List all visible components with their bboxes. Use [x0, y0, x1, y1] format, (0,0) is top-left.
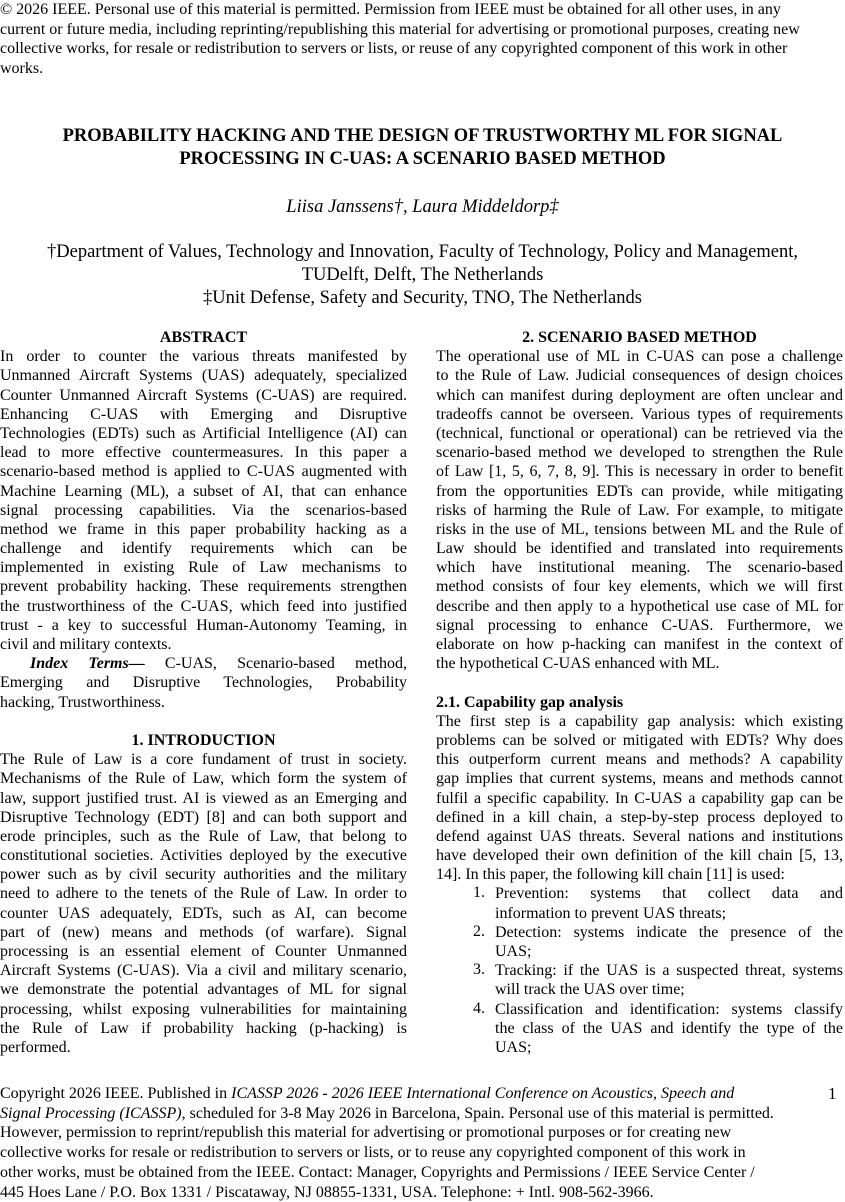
text-line: UAS;: [495, 1038, 532, 1056]
index-terms-text: Emerging and Disruptive Technologies, Probability: [0, 674, 407, 692]
text-line: information to prevent UAS threats;: [495, 904, 727, 922]
text-line: gap implies that current systems, means and methods cannot: [436, 770, 843, 788]
text-line: which can manifest during deployment are often unclear and: [436, 386, 843, 404]
footer-line: [0, 1104, 800, 1124]
text-line: scenario-based method we developed to strengthen the Rule: [436, 444, 843, 462]
subsection-heading: 2.1. Capability gap analysis: [436, 693, 624, 711]
section-heading: 2. SCENARIO BASED METHOD: [522, 329, 757, 346]
section-heading: ABSTRACT: [159, 329, 248, 346]
footer-text: , scheduled for 3-8 May 2026 in Barcelona, Spain. Personal use of this material is permitted.: [181, 1104, 774, 1122]
text-line: challenge and identify requirements which can be: [0, 540, 407, 558]
index-terms-text: hacking, Trustworthiness.: [0, 693, 165, 711]
text-line: which have institutional meaning. The scenario-based: [436, 559, 843, 577]
text-line: describe and then apply to a hypothetical use case of ML for: [436, 597, 843, 615]
text-line: signal processing to enhance C-UAS. Furthermore, we: [436, 616, 843, 634]
text-line: risks of harming the Rule of Law. For example, to mitigate: [436, 501, 843, 519]
text-line: method consists of four key elements, which we will first: [436, 578, 843, 596]
paragraph: [436, 712, 843, 885]
text-line: signal processing capabilities. Via the scenarios-based: [0, 501, 407, 519]
footer-line: [0, 1143, 800, 1163]
list-item-text: [495, 961, 843, 999]
text-line: Counter Unmanned Aircraft Systems (C-UAS) are required.: [0, 386, 407, 404]
section-heading: 1. INTRODUCTION: [131, 731, 276, 749]
spacer: [436, 673, 843, 692]
list-number-text: 4.: [473, 999, 485, 1017]
affiliation-line: ‡Unit Defense, Safety and Security, TNO, The Netherlands: [203, 288, 642, 308]
list-item-text: [495, 884, 843, 922]
text-line: trust - a key to successful Human-Autonomy Teaming, in: [0, 616, 407, 634]
text-line: lead to more effective countermeasures. In this paper a: [0, 444, 407, 462]
text-line: this outperform current means and methods? A capability: [436, 751, 843, 769]
kill-chain-list: [436, 884, 843, 1057]
footer-copyright: [0, 1084, 800, 1202]
conference-name: ICASSP 2026 - 2026 IEEE International Conference on Acoustics, Speech and: [231, 1085, 735, 1102]
list-number: [436, 961, 495, 999]
text-line: need to adhere to the tenets of the Rule of Law. In order to: [0, 885, 407, 903]
text-line: the trustworthiness of the C-UAS, which feed into justified: [0, 597, 407, 615]
text-line: will track the UAS over time;: [495, 981, 685, 999]
text-line: part of (new) means and methods (of warfare). Signal: [0, 923, 407, 941]
list-number-text: 3.: [473, 961, 485, 979]
text-line: (technical, functional or operational) can be retrieved via the: [436, 424, 843, 442]
paragraph: [0, 750, 407, 1057]
notice-line: works.: [0, 59, 44, 77]
text-line: to the Rule of Law. Judicial consequences of design choices: [436, 367, 843, 385]
list-item: [436, 961, 843, 999]
authors: Liisa Janssens†, Laura Middeldorp‡: [286, 197, 559, 217]
footer-line: [0, 1183, 800, 1202]
text-line: 14]. In this paper, the following kill chain [11] is used:: [436, 866, 785, 884]
text-line: Enhancing C-UAS with Emerging and Disruptive: [0, 405, 407, 423]
text-line: The Rule of Law is a core fundament of trust in society.: [0, 751, 407, 769]
footer-line: [0, 1084, 800, 1104]
list-number: [436, 884, 495, 922]
text-line: fulfil a specific capability. In C-UAS a capability gap can be: [436, 789, 843, 807]
text-line: civil and military contexts.: [0, 636, 172, 653]
paragraph: [0, 347, 407, 654]
text-line: power such as by civil security authorities and the military: [0, 866, 407, 884]
paragraph: [436, 347, 843, 673]
conference-name: Signal Processing (ICASSP): [0, 1104, 182, 1122]
paper-title: [0, 125, 845, 171]
list-item: [436, 884, 843, 922]
text-line: law, support justified trust. AI is viewed as an Emerging and: [0, 789, 407, 807]
text-line: In order to counter the various threats manifested by: [0, 348, 407, 366]
text-line: the class of the UAS and identify the type of the: [495, 1019, 843, 1037]
text-line: performed.: [0, 1038, 71, 1056]
text-line: Law should be identified and translated into requirements: [436, 540, 843, 558]
text-line: The first step is a capability gap analysis: which existing: [436, 712, 843, 730]
footer-line: [0, 1123, 800, 1143]
text-line: Classification and identification: systems classify: [495, 1000, 843, 1018]
index-terms-label: Index Terms—: [30, 655, 145, 673]
text-line: Aircraft Systems (C-UAS). Via a civil and military scenario,: [0, 962, 407, 980]
footer-text: Copyright 2026 IEEE. Published in: [0, 1085, 232, 1102]
footer-text: collective works for resale or redistribution to servers or lists, or to reuse any copyrighted component of this work in: [0, 1144, 746, 1162]
text-line: processing is an essential element of Counter Unmanned: [0, 943, 407, 960]
list-number-text: 2.: [473, 922, 485, 940]
affiliation-line: †Department of Values, Technology and Innovation, Faculty of Technology, Policy and Management,: [47, 242, 798, 262]
list-number-text: 1.: [473, 884, 485, 902]
footer-text: 445 Hoes Lane / P.O. Box 1331 / Piscataway, NJ 08855-1331, USA. Telephone: + Intl. 908-562-3966.: [0, 1183, 654, 1201]
affiliation-line: TUDelft, Delft, The Netherlands: [301, 265, 544, 285]
text-line: Tracking: if the UAS is a suspected threat, systems: [495, 962, 843, 980]
page-number: 1: [828, 1084, 837, 1103]
footer-text: However, permission to reprint/republish this material for advertising or promotional purposes or for creating new: [0, 1124, 732, 1142]
text-line: Unmanned Aircraft Systems (UAS) adequately, specialized: [0, 367, 407, 385]
text-line: prevent probability hacking. These requirements strengthen: [0, 578, 407, 596]
list-number: [436, 923, 495, 961]
copyright-notice: [0, 0, 845, 78]
footer-line: [0, 1163, 800, 1183]
text-line: [0, 654, 407, 673]
text-line: Detection: systems indicate the presence of the: [495, 923, 843, 941]
index-terms-text: C-UAS, Scenario-based method,: [144, 655, 408, 673]
text-line: counter UAS adequately, EDTs, such as AI, can become: [0, 904, 407, 922]
list-item-text: [495, 1000, 843, 1058]
title-line: PROCESSING IN C-UAS: A SCENARIO BASED METHOD: [179, 149, 666, 169]
text-line: Prevention: systems that collect data and: [495, 885, 843, 903]
notice-line: collective works, for resale or redistribution to servers or lists, or reuse of any copyrighted component of this work in other: [0, 40, 788, 57]
text-line: defend against UAS threats. Several nations and institutions: [436, 827, 843, 845]
text-line: Disruptive Technology (EDT) [8] and can both support and: [0, 808, 407, 826]
notice-line: © 2026 IEEE. Personal use of this material is permitted. Permission from IEEE must be obtained for all other uses, in any: [0, 1, 781, 18]
text-line: [0, 693, 407, 712]
text-line: tradeoffs cannot be overseen. Various types of requirements: [436, 405, 843, 423]
index-terms: [0, 654, 407, 712]
text-line: [0, 673, 407, 692]
text-line: the Rule of Law if probability hacking (p-hacking) is: [0, 1019, 407, 1037]
text-line: have developed their own definition of the kill chain [5, 13,: [436, 847, 843, 865]
right-column: [436, 328, 843, 1057]
text-line: processing, whilst exposing vulnerabilities for maintaining: [0, 1000, 407, 1018]
text-line: implemented in existing Rule of Law mechanisms to: [0, 559, 407, 577]
text-line: defined in a kill chain, a step-by-step process deployed to: [436, 808, 843, 826]
spacer: [0, 712, 407, 731]
text-line: risks in the use of ML, tensions between ML and the Rule of: [436, 520, 843, 538]
list-item: [436, 1000, 843, 1058]
text-line: erode principles, such as the Rule of Law, that belong to: [0, 827, 407, 845]
affiliations: [0, 241, 845, 310]
title-line: PROBABILITY HACKING AND THE DESIGN OF TRUSTWORTHY ML FOR SIGNAL: [62, 126, 783, 146]
notice-line: current or future media, including reprinting/republishing this material for advertising or promotional purposes, creating new: [0, 20, 800, 38]
list-number: [436, 1000, 495, 1058]
list-item-text: [495, 923, 843, 961]
text-line: method we frame in this paper probability hacking as a: [0, 520, 407, 538]
text-line: the hypothetical C-UAS enhanced with ML.: [436, 655, 720, 673]
left-column: [0, 328, 407, 1057]
list-item: [436, 923, 843, 961]
text-line: we demonstrate the potential advantages of ML for signal: [0, 981, 407, 999]
text-line: Machine Learning (ML), a subset of AI, that can enhance: [0, 482, 407, 500]
text-line: constitutional societies. Activities deployed by the executive: [0, 847, 407, 865]
text-line: scenario-based method is applied to C-UAS augmented with: [0, 463, 407, 481]
text-line: of Law [1, 5, 6, 7, 8, 9]. This is necessary in order to benefit: [436, 463, 843, 481]
text-line: from the opportunities EDTs can provide, while mitigating: [436, 482, 843, 500]
footer-text: other works, must be obtained from the IEEE. Contact: Manager, Copyrights and Permissions / IEEE Service Center /: [0, 1163, 755, 1181]
text-line: elaborate on how p-hacking can manifest in the context of: [436, 636, 843, 653]
text-line: problems can be solved or mitigated with EDTs? Why does: [436, 731, 843, 749]
text-line: The operational use of ML in C-UAS can pose a challenge: [436, 348, 843, 366]
text-line: UAS;: [495, 943, 532, 960]
text-line: Mechanisms of the Rule of Law, which form the system of: [0, 770, 407, 788]
text-line: Technologies (EDTs) such as Artificial Intelligence (AI) can: [0, 424, 407, 442]
